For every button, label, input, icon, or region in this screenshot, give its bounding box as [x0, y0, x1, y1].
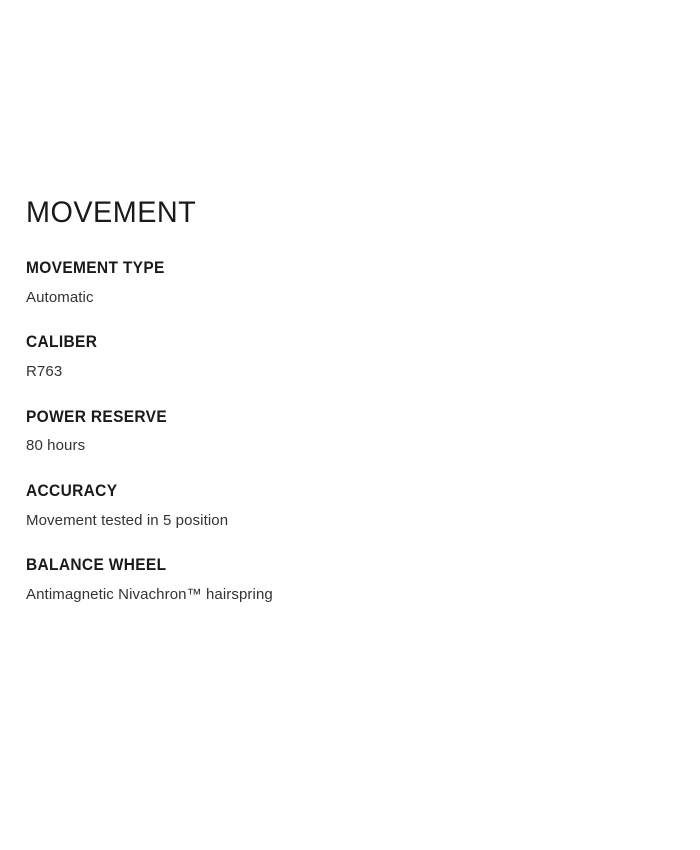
page-title: MOVEMENT [26, 196, 197, 229]
spec-label-balance-wheel: BALANCE WHEEL [26, 556, 167, 575]
list-item [26, 482, 660, 530]
spec-value-accuracy: Movement tested in 5 position [26, 511, 229, 529]
list-item [26, 333, 660, 381]
list-item [26, 408, 660, 456]
spec-label-caliber: CALIBER [26, 333, 98, 352]
spec-value-balance-wheel: Antimagnetic Nivachron™ hairspring [26, 585, 273, 603]
spec-value-caliber: R763 [26, 363, 63, 381]
spec-label-power-reserve: POWER RESERVE [26, 407, 168, 426]
list-item [26, 556, 660, 604]
spec-value-power-reserve: 80 hours [26, 437, 86, 455]
spec-label-accuracy: ACCURACY [26, 481, 118, 500]
spec-list [26, 259, 660, 604]
spec-value-movement-type: Automatic [26, 288, 94, 306]
spec-label-movement-type: MOVEMENT TYPE [26, 259, 165, 277]
list-item [26, 259, 660, 307]
